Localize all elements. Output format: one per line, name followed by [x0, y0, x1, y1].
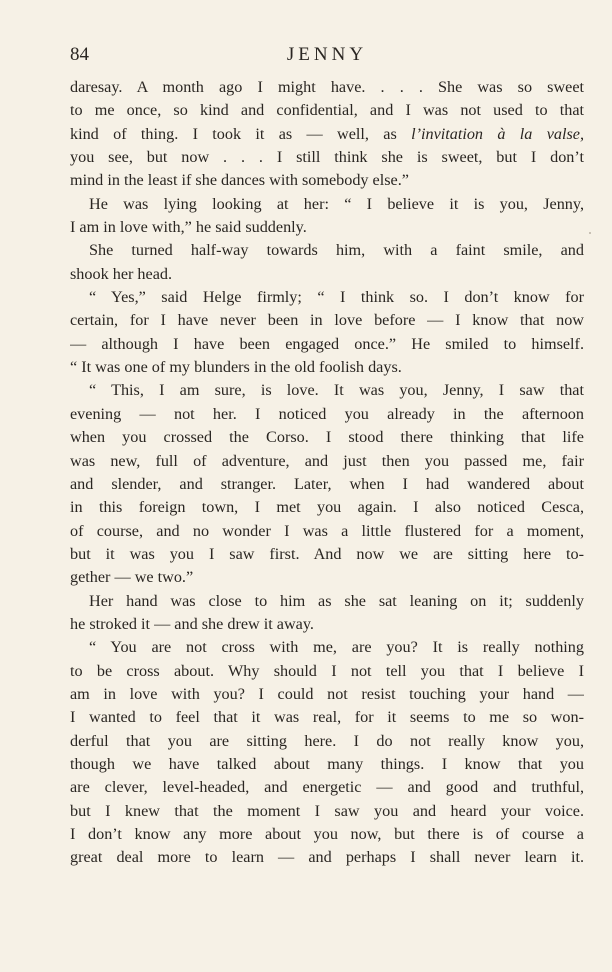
- text-line-content: She turned half-way towards him, with a faint smile, and: [89, 241, 584, 260]
- text-line-content: gether — we two.”: [70, 568, 194, 587]
- text-line: [70, 239, 584, 262]
- text-line-content: mind in the least if she dances with somebody else.”: [70, 171, 409, 190]
- text-line-content: kind of thing. I took it as — well, as: [70, 124, 412, 143]
- text-line-content: “ This, I am sure, is love. It was you, Jenny, I saw that: [89, 381, 584, 400]
- text-line-content: “ You are not cross with me, are you? It is really nothing: [89, 638, 584, 657]
- text-line: [70, 473, 584, 496]
- text-line-content: derful that you are sitting here. I do not really know you,: [70, 731, 584, 750]
- text-line: [70, 543, 584, 566]
- body-text: [70, 76, 584, 870]
- page-header: [70, 42, 584, 72]
- text-line-content: “ Yes,” said Helge firmly; “ I think so. I don’t know for: [89, 288, 584, 307]
- text-line-content: to me once, so kind and confidential, and I was not used to that: [70, 101, 584, 120]
- text-line: [70, 730, 584, 753]
- text-line-content: “ It was one of my blunders in the old foolish days.: [70, 358, 402, 377]
- text-line-content: He was lying looking at her: “ I believe it is you, Jenny,: [89, 194, 584, 213]
- text-line-content: Her hand was close to him as she sat leaning on it; suddenly: [89, 591, 584, 610]
- text-line-content: though we have talked about many things. I know that you: [70, 754, 584, 773]
- text-line-content: great deal more to learn — and perhaps I shall never learn it.: [70, 848, 584, 867]
- text-line-content: you see, but now . . . I still think she is sweet, but I don’t: [70, 148, 584, 167]
- text-line-content: I wanted to feel that it was real, for it seems to me so won-: [70, 708, 584, 727]
- running-title: JENNY: [286, 44, 368, 65]
- text-line: [70, 286, 584, 309]
- text-line: [70, 683, 584, 706]
- text-line: [70, 123, 584, 146]
- text-line: [70, 636, 584, 659]
- text-line: [70, 566, 584, 589]
- text-line: [70, 146, 584, 169]
- text-line-content: certain, for I have never been in love before — I know that now: [70, 311, 584, 330]
- text-line: [70, 846, 584, 869]
- text-line-content: shook her head.: [70, 264, 173, 283]
- text-line-content: daresay. A month ago I might have. . . . She was so sweet: [70, 78, 584, 96]
- text-line-content: evening — not her. I noticed you already in the afternoon: [70, 404, 584, 423]
- text-line: [70, 333, 584, 356]
- text-line: [70, 823, 584, 846]
- text-line: [70, 169, 584, 192]
- text-line: [70, 216, 584, 239]
- text-line: [70, 193, 584, 216]
- text-line: [70, 76, 584, 99]
- text-line-content: — although I have been engaged once.” He smiled to himself.: [70, 334, 584, 353]
- text-line: [70, 403, 584, 426]
- text-line: [70, 753, 584, 776]
- text-line: [70, 356, 584, 379]
- text-line: [70, 520, 584, 543]
- text-line: [70, 660, 584, 683]
- text-line-content: in this foreign town, I met you again. I also noticed Cesca,: [70, 498, 584, 517]
- text-line: [70, 776, 584, 799]
- text-line: [70, 496, 584, 519]
- text-line: [70, 99, 584, 122]
- text-line: [70, 263, 584, 286]
- text-line-content: I don’t know any more about you now, but there is of course a: [70, 825, 584, 843]
- italic-phrase: l’invitation à la valse,: [411, 124, 584, 143]
- text-line-content: am in love with you? I could not resist touching your hand —: [70, 684, 584, 703]
- text-line-content: when you crossed the Corso. I stood there thinking that life: [70, 428, 584, 447]
- text-line-content: and slender, and stranger. Later, when I had wandered about: [70, 474, 584, 493]
- text-line: [70, 613, 584, 636]
- page-number: 84: [70, 44, 89, 65]
- text-line-content: are clever, level-headed, and energetic — and good and truthful,: [70, 778, 584, 797]
- text-line-content: he stroked it — and she drew it away.: [70, 614, 314, 633]
- text-line-content: to be cross about. Why should I not tell you that I believe I: [70, 661, 584, 680]
- text-line: [70, 309, 584, 332]
- text-line: [70, 800, 584, 823]
- text-line: [70, 706, 584, 729]
- text-line-content: I am in love with,” he said suddenly.: [70, 218, 307, 237]
- text-line: [70, 590, 584, 613]
- text-line-content: was new, full of adventure, and just then you passed me, fair: [70, 451, 584, 470]
- text-line: [70, 426, 584, 449]
- text-line: [70, 379, 584, 402]
- text-line-content: but it was you I saw first. And now we are sitting here to-: [70, 544, 584, 563]
- text-line-content: but I knew that the moment I saw you and heard your voice.: [70, 801, 584, 820]
- paper-speck: [589, 232, 591, 234]
- text-line: [70, 450, 584, 473]
- text-line-content: of course, and no wonder I was a little flustered for a moment,: [70, 521, 584, 540]
